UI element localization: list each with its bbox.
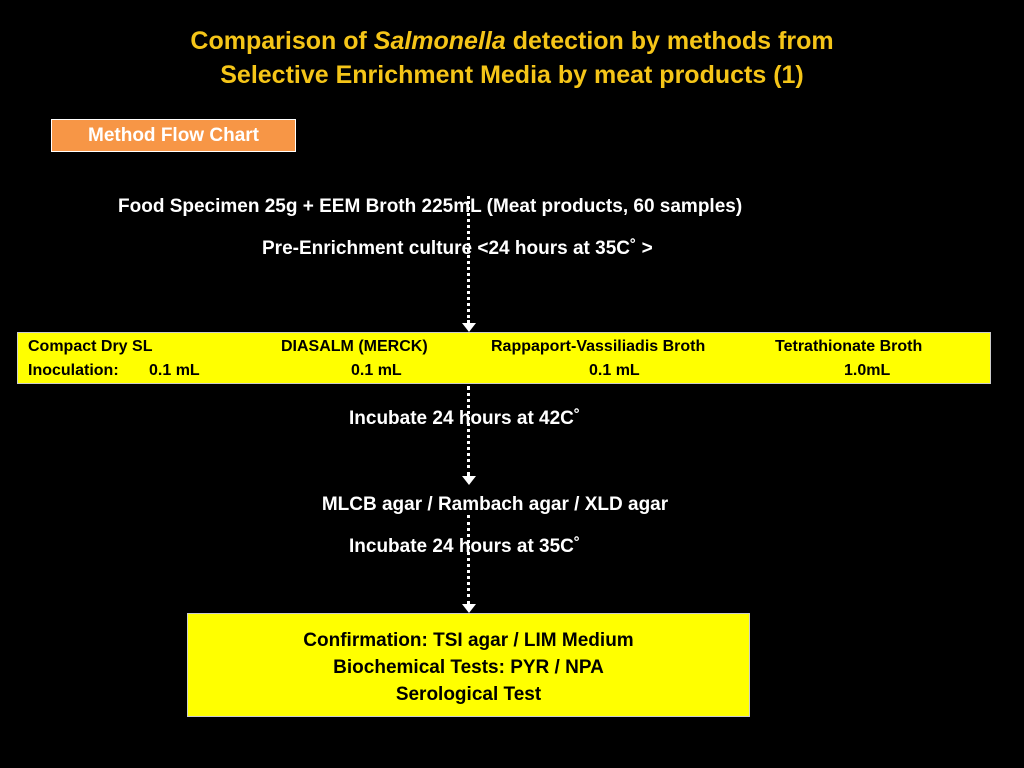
page-title xyxy=(0,24,1024,92)
inoculation-label: Inoculation: xyxy=(28,362,119,379)
pre-enrichment-step: Pre-Enrichment culture <24 hours at 35C˚ > xyxy=(262,238,653,259)
agar-plates-step: MLCB agar / Rambach agar / XLD agar xyxy=(321,494,669,515)
food-specimen-step: Food Specimen 25g + EEM Broth 225mL (Meat products, 60 samples) xyxy=(118,196,743,217)
confirmation-box xyxy=(187,613,750,717)
arrow-head-2 xyxy=(462,476,476,485)
inoculation-tetrathionate: 1.0mL xyxy=(844,362,891,379)
title-text-2: detection by methods from xyxy=(505,27,834,55)
title-line-1 xyxy=(0,24,1024,58)
title-text-1: Comparison of xyxy=(190,27,374,55)
media-rappaport: Rappaport-Vassiliadis Broth xyxy=(491,338,706,355)
title-line-2: Selective Enrichment Media by meat products (1) xyxy=(220,61,804,89)
connector-line-3 xyxy=(467,515,470,604)
inoculation-rappaport: 0.1 mL xyxy=(589,362,640,379)
confirmation-line-2: Biochemical Tests: PYR / NPA xyxy=(333,657,604,678)
arrow-head-3 xyxy=(462,604,476,613)
media-diasalm: DIASALM (MERCK) xyxy=(281,338,428,355)
method-flow-chart-badge: Method Flow Chart xyxy=(51,119,296,152)
enrichment-media-box xyxy=(17,332,991,384)
incubate-42-step: Incubate 24 hours at 42C˚ xyxy=(349,408,581,429)
media-tetrathionate: Tetrathionate Broth xyxy=(775,338,923,355)
arrow-head-1 xyxy=(462,323,476,332)
inoculation-diasalm: 0.1 mL xyxy=(351,362,402,379)
connector-line-2 xyxy=(467,386,470,476)
incubate-35-step: Incubate 24 hours at 35C˚ xyxy=(349,536,581,557)
media-compact-dry: Compact Dry SL xyxy=(28,338,153,355)
title-italic-salmonella: Salmonella xyxy=(373,27,506,55)
inoculation-compact-dry: 0.1 mL xyxy=(149,362,200,379)
confirmation-line-3: Serological Test xyxy=(395,684,542,705)
confirmation-line-1: Confirmation: TSI agar / LIM Medium xyxy=(303,630,634,651)
